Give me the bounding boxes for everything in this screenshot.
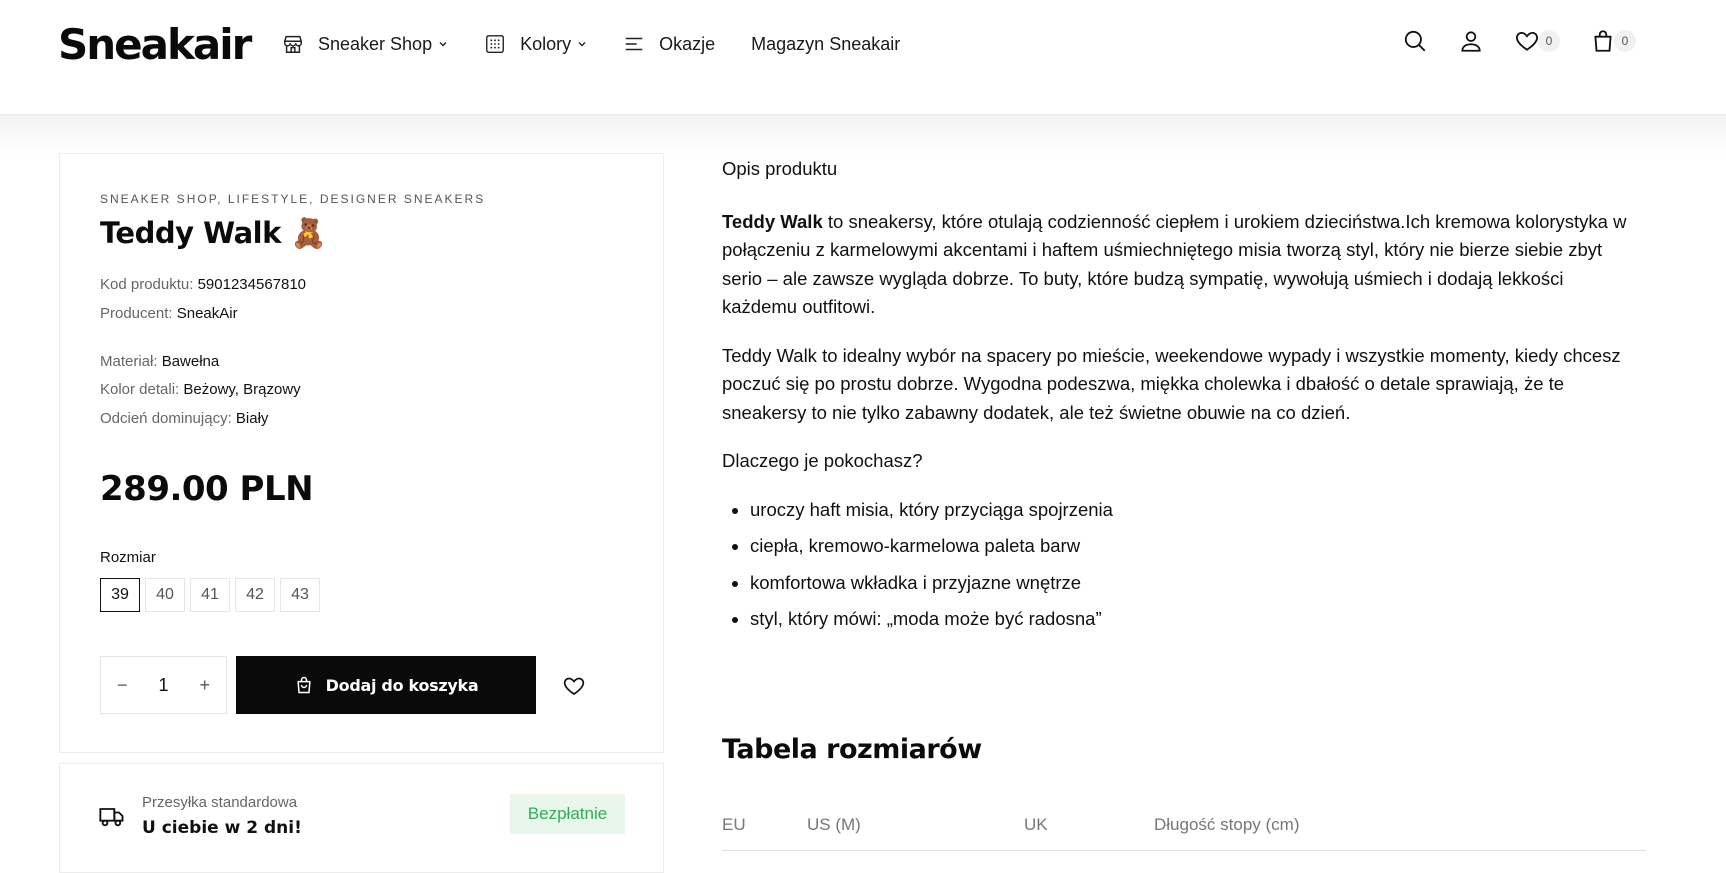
site-logo[interactable]: Sneakair [58, 20, 251, 69]
product-producer [100, 305, 238, 322]
nav-label: Sneaker Shop [318, 33, 433, 54]
quantity-stepper [100, 656, 227, 714]
nav-sneaker-shop[interactable] [282, 33, 448, 55]
wishlist-count-badge: 0 [1538, 30, 1560, 52]
nav-label: Kolory [520, 33, 572, 54]
wishlist-button[interactable] [1514, 28, 1560, 54]
product-code-label: Kod produktu: [100, 276, 194, 293]
size-table-header [722, 815, 1646, 851]
description-bullets [750, 496, 1642, 634]
shopping-bag-icon [1590, 28, 1616, 54]
nav-kolory[interactable] [484, 33, 587, 55]
shipping-time: U ciebie w 2 dni! [142, 818, 302, 838]
add-to-cart-label: Dodaj do koszyka [325, 675, 479, 695]
nav-okazje[interactable] [623, 33, 715, 55]
product-description [722, 155, 1642, 642]
product-categories[interactable]: SNEAKER SHOP, LIFESTYLE, DESIGNER SNEAKERS [100, 192, 486, 206]
add-to-cart-button[interactable] [236, 656, 536, 714]
quantity-increase-button[interactable]: + [199, 674, 210, 695]
product-code-value: 5901234567810 [197, 276, 307, 293]
description-paragraph-1 [722, 208, 1642, 322]
chevron-down-icon [577, 39, 587, 49]
description-heading: Opis produktu [722, 158, 838, 179]
description-paragraph-2: Teddy Walk to idealny wybór na spacery po mieście, weekendowe wypady i wszystkie momenty, kiedy chcesz poczuć się po prostu dobrze. Wygodna podeszwa, miękka cholewka i dbałość o detale sprawiają, że te sneakersy to nie tylko zabawny dodatek, ale też świetne obuwie na co dzień. [722, 344, 1621, 423]
add-to-wishlist-button[interactable] [562, 674, 586, 703]
cart-count-badge: 0 [1614, 30, 1636, 52]
dominant-color-value: Biały [235, 410, 269, 427]
product-code [100, 276, 306, 293]
column-header-eu: EU [722, 815, 746, 834]
heart-icon [562, 674, 586, 698]
free-shipping-badge: Bezpłatnie [510, 794, 625, 834]
nav-label: Okazje [659, 33, 716, 54]
product-title: Teddy Walk 🧸 [100, 216, 327, 250]
shipping-label: Przesyłka standardowa [142, 794, 298, 811]
header-actions [1372, 28, 1636, 54]
size-option-42[interactable]: 42 [235, 578, 275, 612]
account-button[interactable] [1458, 28, 1484, 54]
user-icon [1458, 28, 1484, 54]
quantity-value[interactable]: 1 [158, 674, 169, 695]
size-option-43[interactable]: 43 [280, 578, 320, 612]
grid-icon [484, 33, 506, 55]
quantity-decrease-button[interactable]: − [117, 674, 128, 695]
size-selector [100, 578, 325, 612]
main-nav [282, 30, 936, 58]
description-why-heading: Dlaczego je pokochasz? [722, 450, 923, 471]
description-p1-text: to sneakersy, które otulają codzienność ciepłem i urokiem dzieciństwa.Ich kremowa kolorystyka w połączeniu z karmelowymi akcentami i haftem uśmiechniętego misia tworzą styl, który nie bierze siebie zbyt serio – ale zawsze wygląda dobrze. To buty, które budzą sympatię, wywołują uśmiech i dodają lekkości każdemu outfitowi. [722, 210, 1627, 317]
search-button[interactable] [1402, 28, 1428, 54]
producer-value: SneakAir [176, 305, 238, 322]
product-info-card [59, 153, 664, 753]
column-header-us: US (M) [807, 815, 861, 834]
nav-magazyn[interactable] [751, 34, 900, 55]
list-item: • uroczy haft misia, który przyciąga spojrzenia [750, 496, 1642, 525]
size-option-40[interactable]: 40 [145, 578, 185, 612]
shipping-card [59, 763, 664, 873]
dominant-color-label: Odcień dominujący: [100, 410, 232, 427]
list-item: • ciepła, kremowo-karmelowa paleta barw [750, 532, 1642, 561]
size-option-39[interactable]: 39 [100, 578, 140, 612]
menu-lines-icon [623, 33, 645, 55]
detail-color-value: Beżowy, Brązowy [183, 381, 301, 398]
product-price: 289.00 PLN [100, 469, 314, 509]
heart-icon [1514, 28, 1540, 54]
column-header-foot-length: Długość stopy (cm) [1154, 815, 1300, 834]
column-header-uk: UK [1024, 815, 1048, 834]
detail-color-label: Kolor detali: [100, 381, 180, 398]
list-item: • komfortowa wkładka i przyjazne wnętrze [750, 569, 1642, 598]
chevron-down-icon [438, 39, 448, 49]
material-label: Materiał: [100, 353, 158, 370]
description-bold-name: Teddy Walk [722, 210, 823, 232]
site-header [0, 0, 1726, 115]
product-material [100, 353, 219, 370]
header-shadow [0, 115, 1726, 155]
nav-label: Magazyn Sneakair [751, 33, 901, 54]
search-icon [1402, 28, 1428, 54]
delivery-truck-icon [98, 802, 126, 830]
size-label: Rozmiar [100, 549, 156, 566]
product-dominant-color [100, 410, 268, 427]
size-table-title: Tabela rozmiarów [722, 734, 982, 765]
cart-button[interactable] [1590, 28, 1636, 54]
product-detail-color [100, 381, 301, 398]
producer-label: Producent: [100, 305, 173, 322]
material-value: Bawełna [161, 353, 220, 370]
list-item: • styl, który mówi: „moda może być radosna” [750, 605, 1642, 634]
shop-icon [282, 33, 304, 55]
shopping-bag-icon [294, 675, 314, 695]
size-option-41[interactable]: 41 [190, 578, 230, 612]
